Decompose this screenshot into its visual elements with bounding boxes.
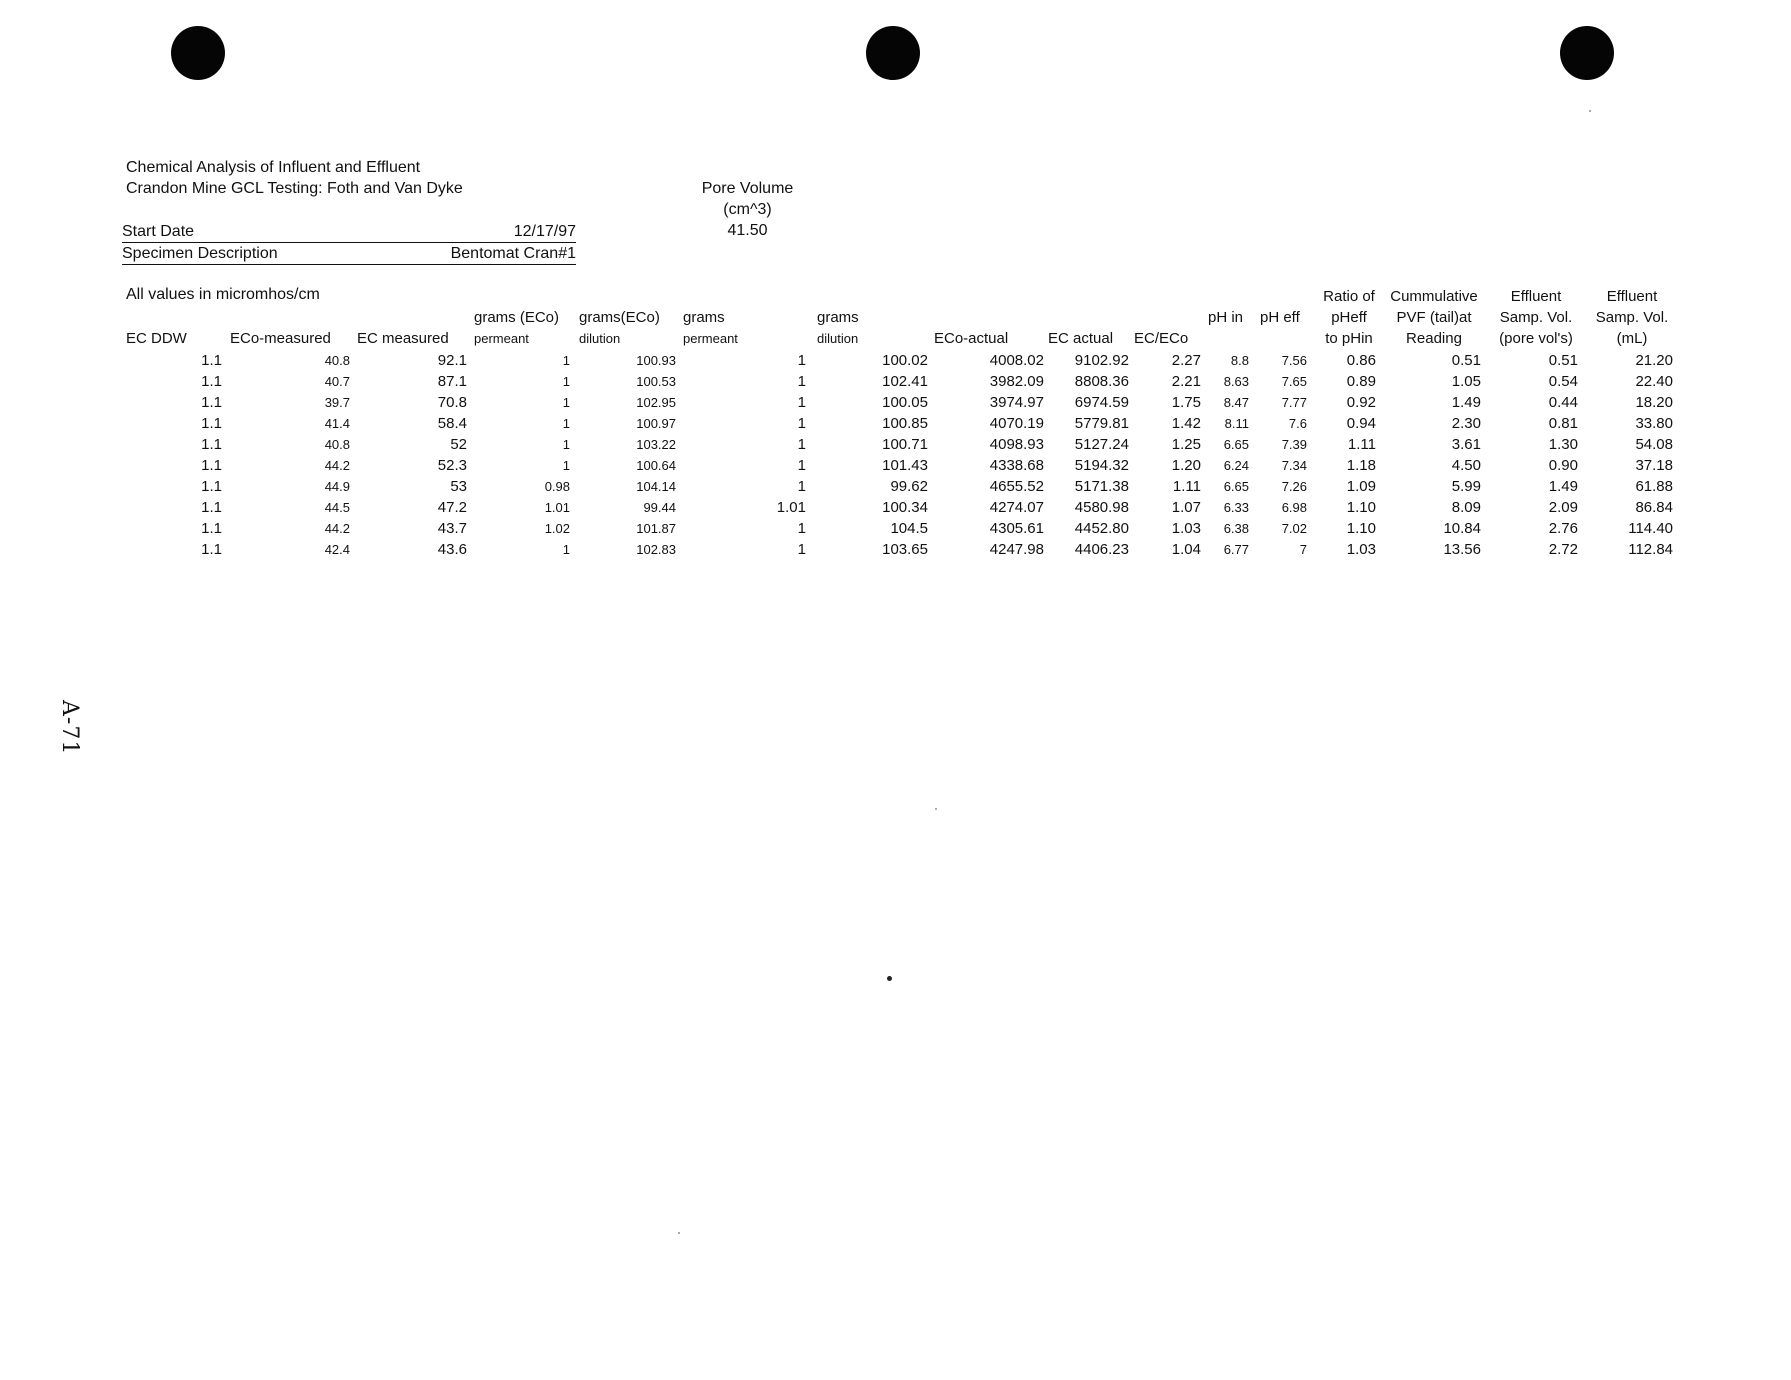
table-cell: 8.8 bbox=[1230, 353, 1249, 368]
table-cell: 1.09 bbox=[1346, 478, 1376, 495]
pore-volume-unit: (cm^3) bbox=[723, 201, 772, 218]
table-cell: 1 bbox=[562, 395, 570, 410]
column-header-line: dilution bbox=[817, 331, 859, 346]
table-cell: 87.1 bbox=[437, 373, 467, 390]
table-cell: 1.02 bbox=[544, 521, 570, 536]
table-cell: 42.4 bbox=[324, 542, 350, 557]
table-cell: 43.7 bbox=[437, 520, 467, 537]
table-cell: 37.18 bbox=[1635, 457, 1673, 474]
column-header-line bbox=[934, 307, 1024, 328]
table-cell: 1 bbox=[797, 457, 806, 474]
table-cell: 100.53 bbox=[636, 374, 676, 389]
table-cell: 1 bbox=[797, 478, 806, 495]
table-cell: 52.3 bbox=[437, 457, 467, 474]
table-cell: 0.86 bbox=[1346, 352, 1376, 369]
table-cell: 6.98 bbox=[1281, 500, 1307, 515]
table-cell: 2.09 bbox=[1548, 499, 1578, 516]
table-cell: 43.6 bbox=[437, 541, 467, 558]
column-header-line bbox=[934, 286, 1024, 307]
table-cell: 1.11 bbox=[1172, 478, 1201, 495]
table-cell: 1.01 bbox=[776, 499, 806, 516]
table-cell: 100.93 bbox=[636, 353, 676, 368]
table-cell: 1 bbox=[562, 437, 570, 452]
pore-volume-block bbox=[680, 178, 815, 241]
table-cell: 0.54 bbox=[1548, 373, 1578, 390]
column-header bbox=[357, 286, 467, 350]
column-header-line bbox=[1048, 307, 1128, 328]
table-cell: 1 bbox=[797, 373, 806, 390]
table-cell: 0.90 bbox=[1548, 457, 1578, 474]
table-row bbox=[0, 476, 1791, 497]
table-row bbox=[0, 434, 1791, 455]
table-cell: 4580.98 bbox=[1074, 499, 1129, 516]
table-cell: 4274.07 bbox=[989, 499, 1044, 516]
table-cell: 61.88 bbox=[1635, 478, 1673, 495]
table-cell: 1.04 bbox=[1171, 541, 1201, 558]
table-cell: 104.5 bbox=[890, 520, 928, 537]
table-cell: 1 bbox=[562, 374, 570, 389]
punch-hole-center bbox=[866, 26, 920, 80]
column-header bbox=[474, 286, 574, 350]
column-header-line: grams(ECo) bbox=[579, 309, 660, 326]
table-cell: 7.26 bbox=[1281, 479, 1307, 494]
table-row bbox=[0, 518, 1791, 539]
column-header-line bbox=[357, 307, 467, 328]
column-header-line bbox=[357, 286, 467, 307]
table-cell: 100.97 bbox=[636, 416, 676, 431]
column-header-line bbox=[230, 286, 350, 307]
column-header-line: dilution bbox=[579, 331, 621, 346]
column-header-line: Samp. Vol. bbox=[1499, 309, 1573, 326]
table-cell: 1.49 bbox=[1548, 478, 1578, 495]
table-cell: 102.83 bbox=[636, 542, 676, 557]
table-cell: 1.03 bbox=[1171, 520, 1201, 537]
table-cell: 1 bbox=[797, 352, 806, 369]
table-cell: 1.1 bbox=[201, 415, 222, 432]
table-cell: 1.75 bbox=[1171, 394, 1201, 411]
table-cell: 70.8 bbox=[437, 394, 467, 411]
column-header-line: Cummulative bbox=[1390, 288, 1478, 305]
table-cell: 86.84 bbox=[1635, 499, 1673, 516]
column-header bbox=[1134, 286, 1204, 350]
table-cell: 44.2 bbox=[324, 458, 350, 473]
specimen-row bbox=[122, 244, 576, 265]
table-cell: 6.24 bbox=[1223, 458, 1249, 473]
start-date-value: 12/17/97 bbox=[513, 223, 576, 240]
table-cell: 0.89 bbox=[1346, 373, 1376, 390]
table-cell: 100.34 bbox=[882, 499, 928, 516]
table-cell: 4.50 bbox=[1451, 457, 1481, 474]
column-header bbox=[1260, 286, 1312, 350]
table-cell: 5127.24 bbox=[1074, 436, 1129, 453]
table-cell: 44.2 bbox=[324, 521, 350, 536]
column-header-line: to pHin bbox=[1325, 330, 1373, 347]
table-cell: 4070.19 bbox=[989, 415, 1044, 432]
table-cell: 6.33 bbox=[1223, 500, 1249, 515]
table-cell: 40.8 bbox=[324, 437, 350, 452]
column-header-line: ECo-actual bbox=[934, 330, 1009, 347]
column-header-line: (mL) bbox=[1616, 330, 1648, 347]
column-header-line: Effluent bbox=[1606, 288, 1658, 305]
table-cell: 1.1 bbox=[201, 520, 222, 537]
table-cell: 8.63 bbox=[1223, 374, 1249, 389]
table-cell: 44.5 bbox=[324, 500, 350, 515]
pore-volume-value: 41.50 bbox=[727, 222, 768, 239]
punch-hole-right bbox=[1560, 26, 1614, 80]
table-row bbox=[0, 413, 1791, 434]
column-header-line: grams bbox=[683, 309, 725, 326]
table-cell: 1.1 bbox=[201, 457, 222, 474]
column-header bbox=[683, 286, 763, 350]
table-cell: 5171.38 bbox=[1074, 478, 1129, 495]
table-cell: 7 bbox=[1299, 542, 1307, 557]
table-cell: 1.1 bbox=[201, 499, 222, 516]
table-row bbox=[0, 350, 1791, 371]
document-subtitle: Crandon Mine GCL Testing: Foth and Van Dyke bbox=[126, 180, 463, 197]
table-cell: 5194.32 bbox=[1074, 457, 1129, 474]
table-cell: 6.65 bbox=[1223, 479, 1249, 494]
table-cell: 7.6 bbox=[1288, 416, 1307, 431]
table-cell: 1 bbox=[562, 353, 570, 368]
data-table bbox=[0, 350, 1791, 560]
column-header-line: pHeff bbox=[1331, 309, 1367, 326]
table-row bbox=[0, 392, 1791, 413]
table-cell: 1.1 bbox=[201, 394, 222, 411]
column-header-line: EC actual bbox=[1048, 330, 1114, 347]
table-cell: 7.56 bbox=[1281, 353, 1307, 368]
table-cell: 1 bbox=[797, 394, 806, 411]
table-cell: 100.71 bbox=[882, 436, 928, 453]
table-cell: 2.76 bbox=[1548, 520, 1578, 537]
table-cell: 3982.09 bbox=[989, 373, 1044, 390]
table-cell: 18.20 bbox=[1635, 394, 1673, 411]
table-cell: 2.27 bbox=[1171, 352, 1201, 369]
start-date-row bbox=[122, 222, 576, 243]
column-header-line bbox=[579, 286, 679, 307]
table-cell: 7.77 bbox=[1281, 395, 1307, 410]
specimen-label: Specimen Description bbox=[122, 245, 278, 262]
column-header bbox=[579, 286, 679, 350]
table-cell: 41.4 bbox=[324, 416, 350, 431]
table-cell: 1.10 bbox=[1346, 520, 1376, 537]
column-header bbox=[1380, 286, 1488, 350]
table-cell: 1.1 bbox=[201, 478, 222, 495]
column-header-line: EC/ECo bbox=[1134, 330, 1189, 347]
table-cell: 44.9 bbox=[324, 479, 350, 494]
table-row bbox=[0, 497, 1791, 518]
table-cell: 1.18 bbox=[1346, 457, 1376, 474]
column-header-line bbox=[1260, 286, 1312, 307]
column-header bbox=[817, 286, 897, 350]
table-cell: 0.98 bbox=[544, 479, 570, 494]
table-cell: 7.39 bbox=[1281, 437, 1307, 452]
table-cell: 1 bbox=[797, 436, 806, 453]
column-header-line: Effluent bbox=[1510, 288, 1562, 305]
table-cell: 1 bbox=[797, 415, 806, 432]
column-header-line bbox=[1260, 328, 1312, 349]
table-cell: 1.30 bbox=[1548, 436, 1578, 453]
table-cell: 52 bbox=[450, 436, 467, 453]
column-header bbox=[230, 286, 350, 350]
table-cell: 1 bbox=[562, 542, 570, 557]
column-header-line bbox=[474, 286, 574, 307]
table-cell: 1.05 bbox=[1451, 373, 1481, 390]
column-header-line: pH eff bbox=[1260, 309, 1300, 326]
table-cell: 1 bbox=[562, 416, 570, 431]
table-cell: 1.10 bbox=[1346, 499, 1376, 516]
table-cell: 1.1 bbox=[201, 352, 222, 369]
table-cell: 92.1 bbox=[437, 352, 467, 369]
table-cell: 3.61 bbox=[1451, 436, 1481, 453]
table-cell: 0.92 bbox=[1346, 394, 1376, 411]
table-cell: 1.1 bbox=[201, 436, 222, 453]
table-cell: 1.42 bbox=[1171, 415, 1201, 432]
table-cell: 4655.52 bbox=[989, 478, 1044, 495]
table-cell: 21.20 bbox=[1635, 352, 1673, 369]
table-cell: 9102.92 bbox=[1074, 352, 1129, 369]
table-cell: 103.22 bbox=[636, 437, 676, 452]
column-header-line bbox=[230, 307, 350, 328]
table-cell: 2.72 bbox=[1548, 541, 1578, 558]
table-cell: 1.20 bbox=[1171, 457, 1201, 474]
table-cell: 4338.68 bbox=[989, 457, 1044, 474]
column-header-line bbox=[126, 307, 216, 328]
column-header-line bbox=[126, 286, 216, 307]
table-cell: 1.11 bbox=[1347, 436, 1376, 453]
column-header-line bbox=[683, 286, 763, 307]
table-cell: 6.65 bbox=[1223, 437, 1249, 452]
table-cell: 2.21 bbox=[1171, 373, 1201, 390]
table-row bbox=[0, 371, 1791, 392]
column-header bbox=[1584, 286, 1680, 350]
column-header-line bbox=[1208, 286, 1254, 307]
speck-mark bbox=[1589, 110, 1591, 112]
column-header bbox=[126, 286, 216, 350]
table-cell: 22.40 bbox=[1635, 373, 1673, 390]
specimen-value: Bentomat Cran#1 bbox=[450, 245, 576, 262]
table-cell: 39.7 bbox=[324, 395, 350, 410]
table-cell: 10.84 bbox=[1443, 520, 1481, 537]
column-header bbox=[934, 286, 1024, 350]
table-cell: 4305.61 bbox=[989, 520, 1044, 537]
column-header-line: Samp. Vol. bbox=[1595, 309, 1669, 326]
column-header-line: Ratio of bbox=[1323, 288, 1375, 305]
table-cell: 104.14 bbox=[636, 479, 676, 494]
table-cell: 6.77 bbox=[1223, 542, 1249, 557]
table-cell: 1.07 bbox=[1171, 499, 1201, 516]
column-header-line: Reading bbox=[1406, 330, 1462, 347]
table-cell: 3974.97 bbox=[989, 394, 1044, 411]
column-header-line bbox=[1048, 286, 1128, 307]
table-cell: 7.34 bbox=[1281, 458, 1307, 473]
table-cell: 4008.02 bbox=[989, 352, 1044, 369]
table-cell: 0.94 bbox=[1346, 415, 1376, 432]
column-header-line bbox=[1134, 286, 1204, 307]
table-cell: 33.80 bbox=[1635, 415, 1673, 432]
column-header-line: permeant bbox=[474, 331, 529, 346]
table-cell: 7.02 bbox=[1281, 521, 1307, 536]
table-cell: 1.25 bbox=[1171, 436, 1201, 453]
table-row bbox=[0, 539, 1791, 560]
table-cell: 1 bbox=[562, 458, 570, 473]
table-cell: 1.1 bbox=[201, 373, 222, 390]
table-cell: 40.7 bbox=[324, 374, 350, 389]
column-header-line: grams (ECo) bbox=[474, 309, 560, 326]
table-cell: 100.02 bbox=[882, 352, 928, 369]
table-cell: 114.40 bbox=[1628, 520, 1673, 537]
table-cell: 1 bbox=[797, 520, 806, 537]
table-cell: 100.64 bbox=[636, 458, 676, 473]
table-cell: 8.47 bbox=[1223, 395, 1249, 410]
table-cell: 4406.23 bbox=[1074, 541, 1129, 558]
column-header bbox=[1048, 286, 1128, 350]
column-header-line: permeant bbox=[683, 331, 738, 346]
table-cell: 100.05 bbox=[882, 394, 928, 411]
table-row bbox=[0, 455, 1791, 476]
table-cell: 8.09 bbox=[1451, 499, 1481, 516]
table-cell: 0.81 bbox=[1548, 415, 1578, 432]
table-cell: 13.56 bbox=[1443, 541, 1481, 558]
table-cell: 40.8 bbox=[324, 353, 350, 368]
column-header-line: EC DDW bbox=[126, 330, 187, 347]
speck-mark bbox=[887, 976, 892, 981]
table-cell: 100.85 bbox=[882, 415, 928, 432]
table-cell: 99.62 bbox=[890, 478, 928, 495]
table-cell: 5779.81 bbox=[1074, 415, 1129, 432]
table-cell: 53 bbox=[450, 478, 467, 495]
table-cell: 58.4 bbox=[437, 415, 467, 432]
table-cell: 102.95 bbox=[636, 395, 676, 410]
pore-volume-label: Pore Volume bbox=[701, 180, 794, 197]
column-header-line: EC measured bbox=[357, 330, 449, 347]
units-note: All values in micromhos/cm bbox=[126, 286, 320, 303]
column-header bbox=[1488, 286, 1584, 350]
table-cell: 4452.80 bbox=[1074, 520, 1129, 537]
table-cell: 8808.36 bbox=[1074, 373, 1129, 390]
page-label: A-71 bbox=[57, 700, 82, 756]
column-header-line bbox=[817, 286, 897, 307]
table-cell: 102.41 bbox=[882, 373, 928, 390]
table-cell: 4247.98 bbox=[989, 541, 1044, 558]
table-cell: 6.38 bbox=[1223, 521, 1249, 536]
table-cell: 4098.93 bbox=[989, 436, 1044, 453]
table-cell: 54.08 bbox=[1635, 436, 1673, 453]
column-header-line bbox=[1134, 307, 1204, 328]
table-cell: 7.65 bbox=[1281, 374, 1307, 389]
table-cell: 0.51 bbox=[1548, 352, 1578, 369]
table-cell: 1.1 bbox=[201, 541, 222, 558]
table-cell: 101.87 bbox=[636, 521, 676, 536]
column-header-line: grams bbox=[817, 309, 859, 326]
table-cell: 5.99 bbox=[1451, 478, 1481, 495]
table-cell: 47.2 bbox=[437, 499, 467, 516]
table-cell: 112.84 bbox=[1628, 541, 1673, 558]
table-cell: 1.49 bbox=[1451, 394, 1481, 411]
punch-hole-left bbox=[171, 26, 225, 80]
column-header-line: (pore vol's) bbox=[1499, 330, 1573, 347]
table-cell: 1 bbox=[797, 541, 806, 558]
table-cell: 103.65 bbox=[882, 541, 928, 558]
column-header-line bbox=[1208, 328, 1254, 349]
table-cell: 99.44 bbox=[643, 500, 676, 515]
start-date-label: Start Date bbox=[122, 223, 195, 240]
document-title: Chemical Analysis of Influent and Effluent bbox=[126, 159, 421, 176]
column-header-line: ECo-measured bbox=[230, 330, 331, 347]
column-header bbox=[1208, 286, 1254, 350]
speck-mark bbox=[678, 1232, 680, 1234]
table-cell: 6974.59 bbox=[1074, 394, 1129, 411]
table-cell: 1.03 bbox=[1346, 541, 1376, 558]
table-cell: 2.30 bbox=[1451, 415, 1481, 432]
table-cell: 0.44 bbox=[1548, 394, 1578, 411]
table-cell: 0.51 bbox=[1451, 352, 1481, 369]
table-cell: 1.01 bbox=[544, 500, 570, 515]
column-header-line: pH in bbox=[1208, 309, 1244, 326]
table-cell: 8.11 bbox=[1224, 416, 1249, 431]
column-header-line: PVF (tail)at bbox=[1396, 309, 1472, 326]
speck-mark bbox=[935, 808, 937, 810]
table-cell: 101.43 bbox=[882, 457, 928, 474]
column-header bbox=[1312, 286, 1386, 350]
